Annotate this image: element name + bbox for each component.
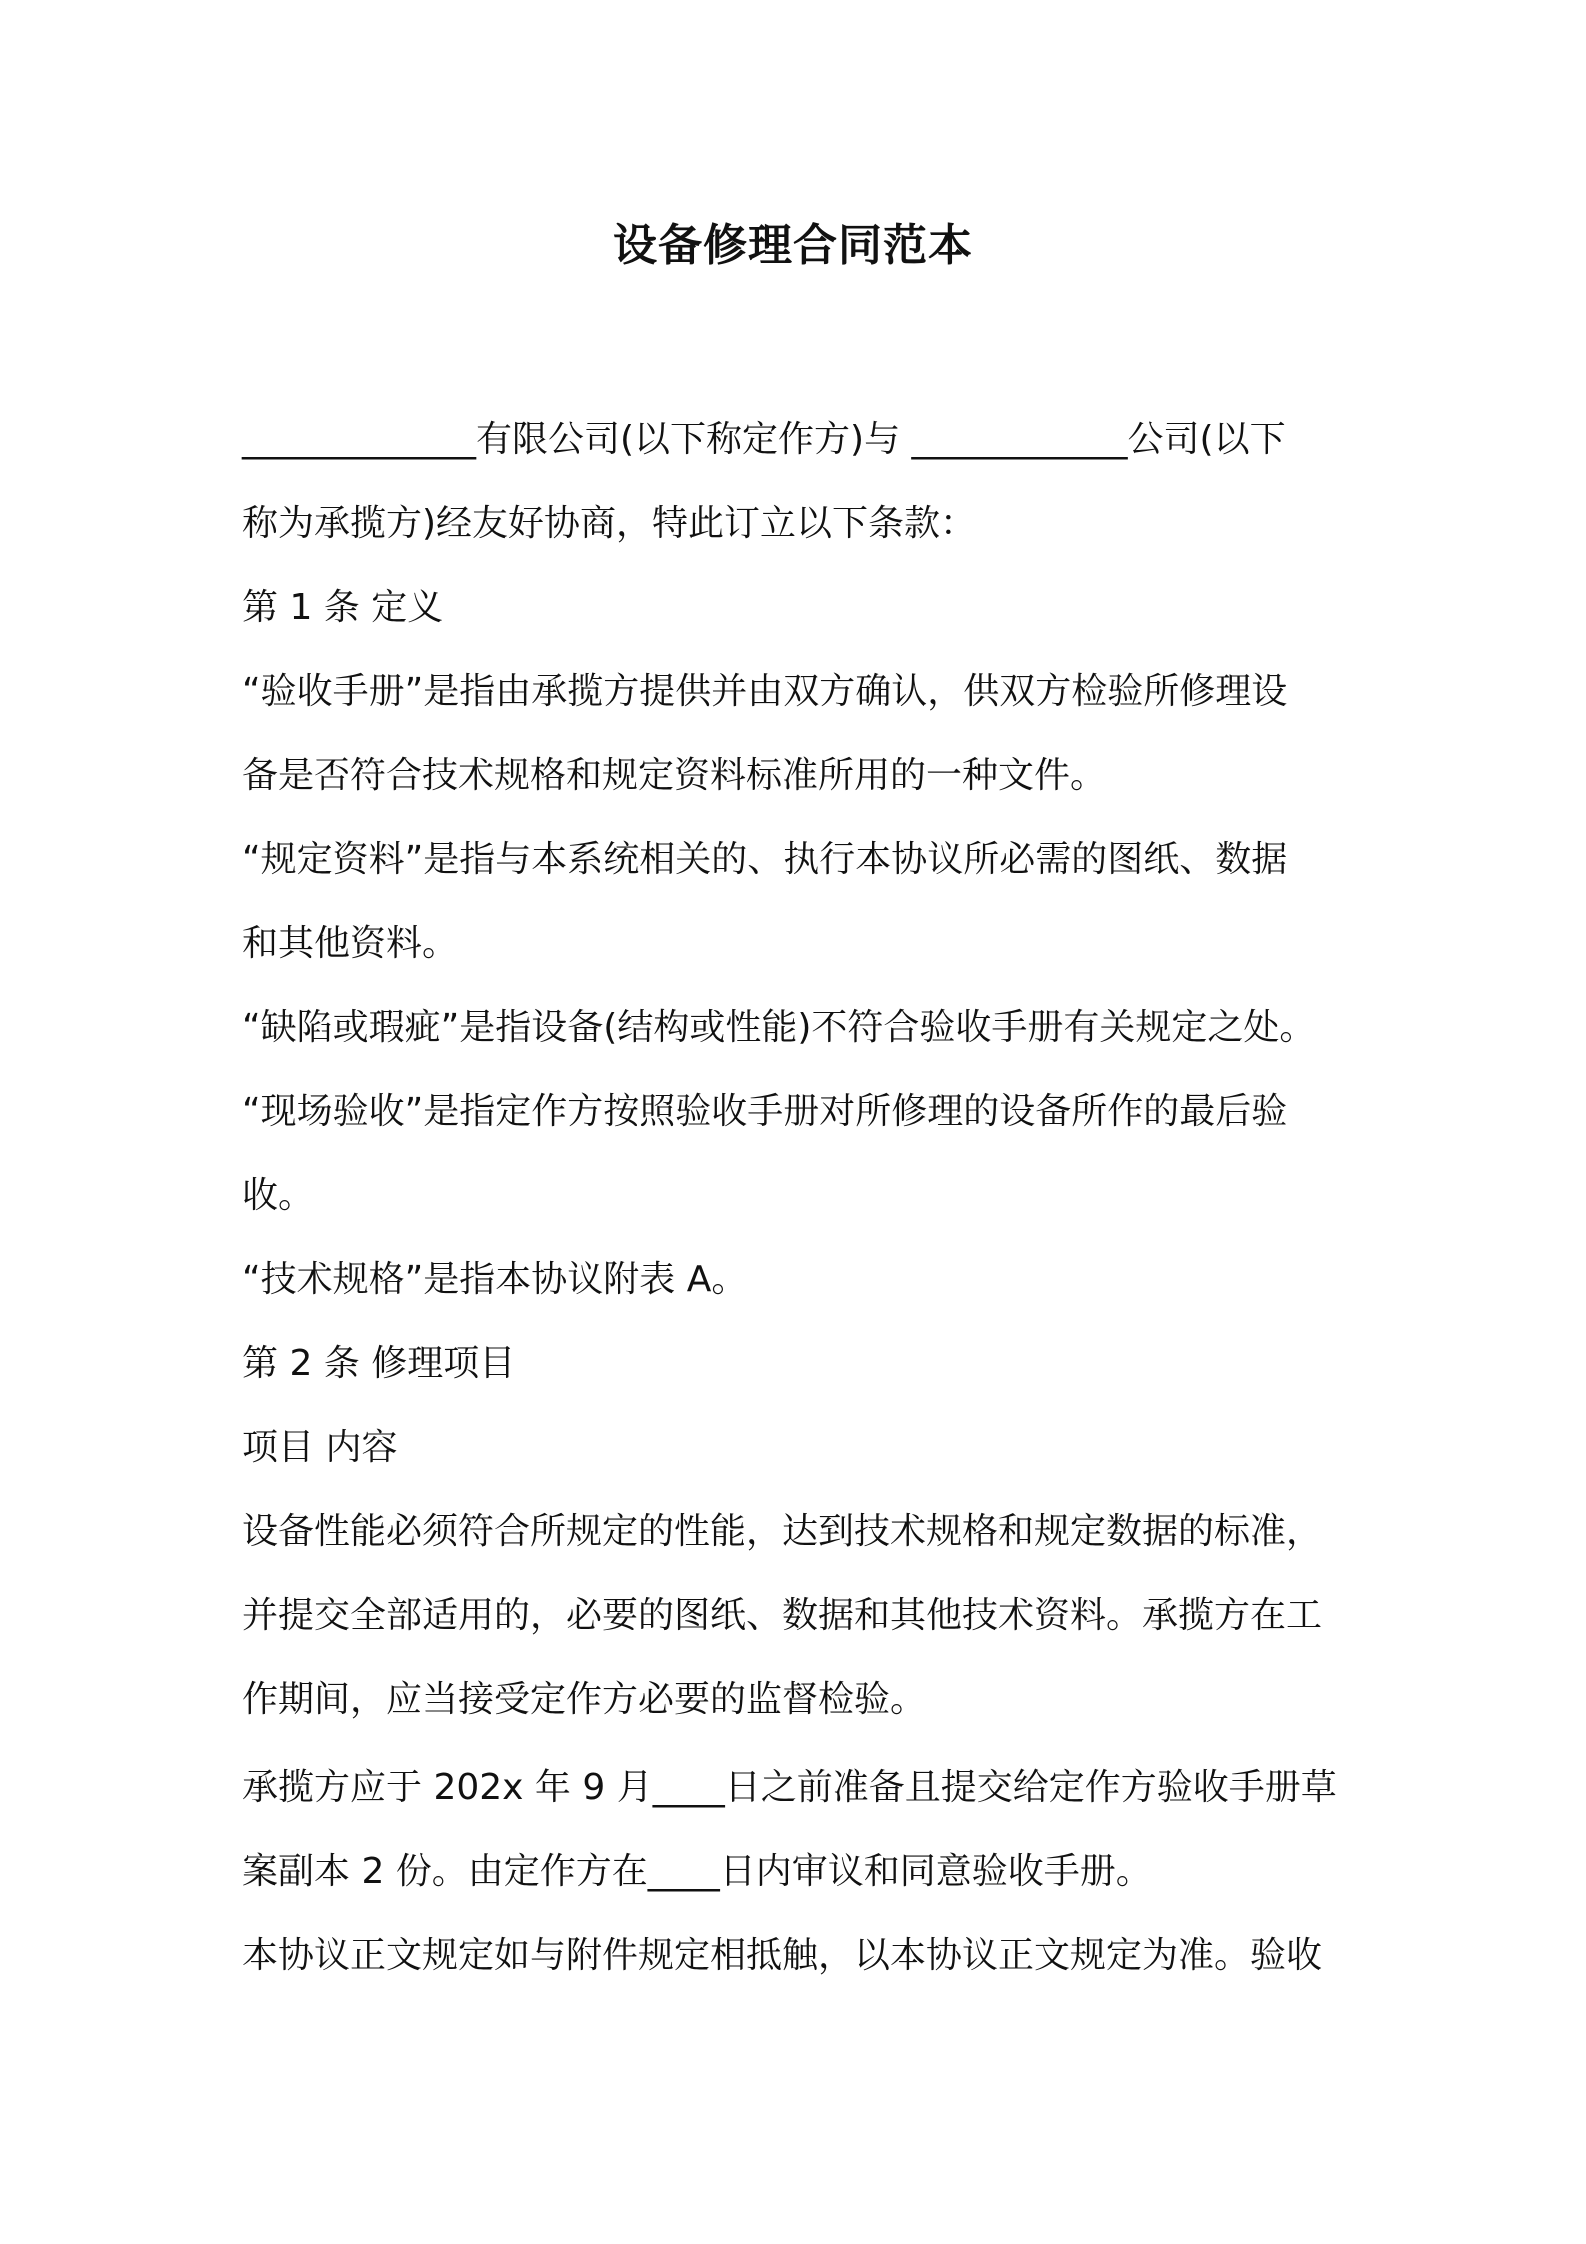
repair-content-line-2: 并提交全部适用的，必要的图纸、数据和其他技术资料。承揽方在工 (242, 1595, 1323, 1636)
definition-technical-specification: “技术规格”是指本协议附表 A。 (242, 1259, 748, 1300)
definition-site-acceptance-line-1: “现场验收”是指定作方按照验收手册对所修理的设备所作的最后验 (242, 1091, 1288, 1132)
manual-submission-line-2: 案副本 2 份。由定作方在____日内审议和同意验收手册。 (242, 1851, 1152, 1892)
article-1-heading: 第 1 条 定义 (242, 587, 444, 628)
contract-parties-line-2: 称为承揽方)经友好协商，特此订立以下条款： (242, 503, 977, 544)
item-content-heading: 项目 内容 (242, 1427, 398, 1468)
definition-acceptance-manual-line-1: “验收手册”是指由承揽方提供并由双方确认，供双方检验所修理设 (242, 671, 1288, 712)
document-title: 设备修理合同范本 (613, 220, 973, 271)
definition-defects: “缺陷或瑕疵”是指设备(结构或性能)不符合验收手册有关规定之处。 (242, 1007, 1316, 1048)
contract-precedence-line: 本协议正文规定如与附件规定相抵触，以本协议正文规定为准。验收 (242, 1935, 1323, 1976)
article-2-heading: 第 2 条 修理项目 (242, 1343, 516, 1384)
definition-site-acceptance-line-2: 收。 (242, 1175, 315, 1216)
manual-submission-line-1: 承揽方应于 202x 年 9 月____日之前准备且提交给定作方验收手册草 (242, 1767, 1337, 1808)
definition-acceptance-manual-line-2: 备是否符合技术规格和规定资料标准所用的一种文件。 (242, 755, 1107, 796)
document-body (242, 398, 1362, 1998)
repair-content-line-3: 作期间，应当接受定作方必要的监督检验。 (242, 1679, 927, 1720)
contract-parties-line-1: _____________有限公司(以下称定作方)与 ____________公司(以下 (242, 419, 1286, 460)
definition-specified-data-line-2: 和其他资料。 (242, 923, 459, 964)
definition-specified-data-line-1: “规定资料”是指与本系统相关的、执行本协议所必需的图纸、数据 (242, 839, 1288, 880)
repair-content-line-1: 设备性能必须符合所规定的性能，达到技术规格和规定数据的标准， (242, 1511, 1323, 1552)
